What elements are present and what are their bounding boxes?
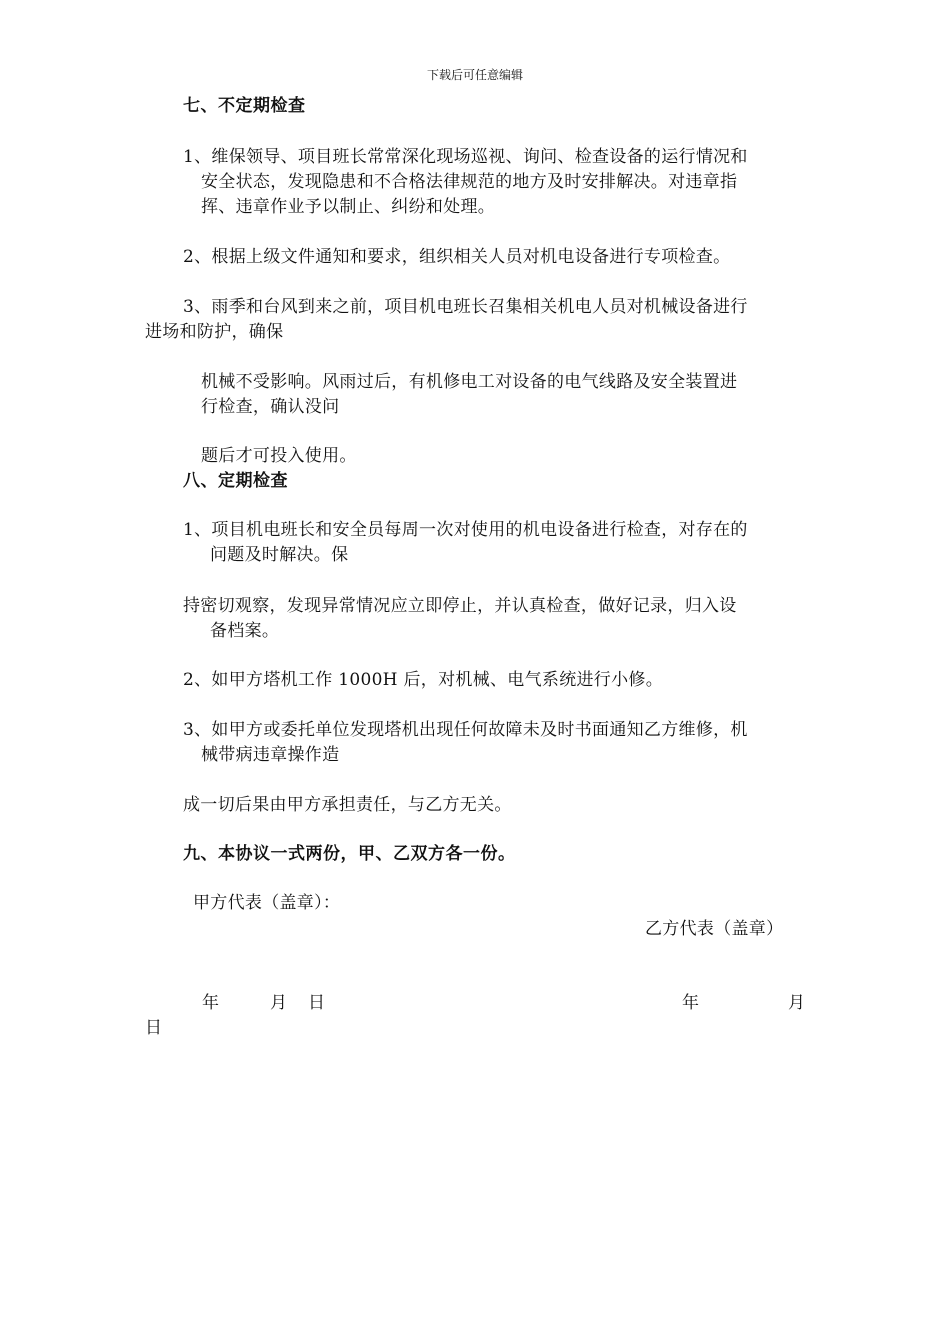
section-7-title: 七、不定期检查 — [183, 96, 306, 116]
party-b-signature-label: 乙方代表（盖章） — [645, 919, 784, 939]
s7-p3-line2: 进场和防护，确保 — [145, 322, 284, 342]
s7-p3-line1: 3、雨季和台风到来之前，项目机电班长召集相关机电人员对机械设备进行 — [183, 297, 748, 317]
s7-p4-line1: 机械不受影响。风雨过后，有机修电工对设备的电气线路及安全装置进 — [201, 372, 738, 392]
party-a-date-month: 月 — [270, 993, 288, 1013]
s7-p1-line3: 挥、违章作业予以制止、纠纷和处理。 — [201, 197, 496, 217]
s7-p1-line1: 1、维保领导、项目班长常常深化现场巡视、询问、检查设备的运行情况和 — [183, 147, 748, 167]
s8-p2-line1: 持密切观察，发现异常情况应立即停止，并认真检查，做好记录，归入设 — [183, 596, 737, 616]
s7-p1-line2: 安全状态，发现隐患和不合格法律规范的地方及时安排解决。对违章指 — [201, 172, 738, 192]
s7-p5: 题后才可投入使用。 — [201, 446, 357, 466]
s7-p2: 2、根据上级文件通知和要求，组织相关人员对机电设备进行专项检查。 — [183, 247, 731, 267]
party-b-date-month: 月 — [788, 993, 806, 1013]
section-8-title: 八、定期检查 — [183, 471, 288, 491]
s8-p4-line1: 3、如甲方或委托单位发现塔机出现任何故障未及时书面通知乙方维修，机 — [183, 720, 748, 740]
section-9-title: 九、本协议一式两份，甲、乙双方各一份。 — [183, 844, 516, 864]
s8-p4-line2: 械带病违章操作造 — [201, 745, 340, 765]
s7-p4-line2: 行检查，确认没问 — [201, 397, 340, 417]
party-b-date-year: 年 — [682, 993, 700, 1013]
s8-p2-line2: 备档案。 — [210, 621, 280, 641]
s8-p1-line1: 1、项目机电班长和安全员每周一次对使用的机电设备进行检查，对存在的 — [183, 520, 748, 540]
party-a-date-year: 年 — [202, 993, 220, 1013]
s8-p3: 2、如甲方塔机工作 1000H 后，对机械、电气系统进行小修。 — [183, 670, 664, 690]
header-note: 下载后可任意编辑 — [426, 68, 523, 82]
party-a-date-day: 日 — [308, 993, 326, 1013]
s8-p1-line2: 问题及时解决。保 — [210, 545, 349, 565]
party-a-signature-label: 甲方代表（盖章）： — [193, 893, 341, 913]
s8-p4-line3: 成一切后果由甲方承担责任，与乙方无关。 — [183, 795, 512, 815]
party-b-date-day: 日 — [145, 1018, 163, 1038]
